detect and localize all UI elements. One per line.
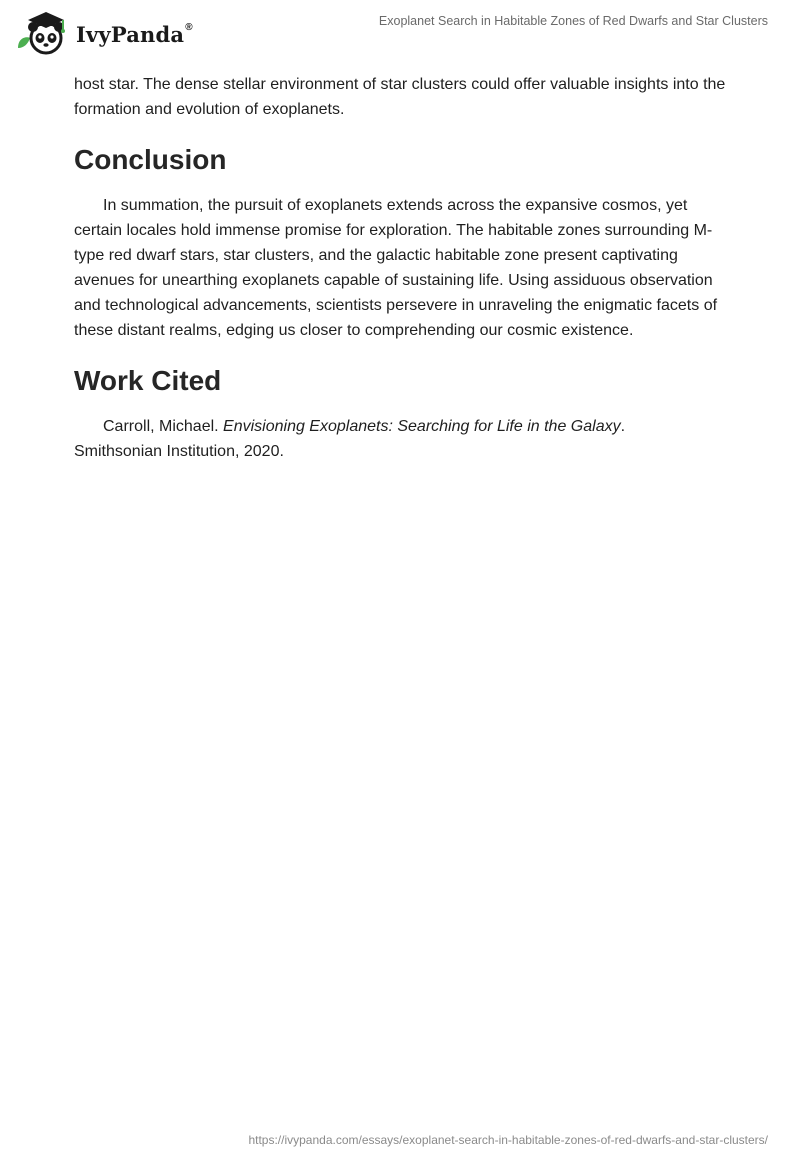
citation-author: Carroll, Michael.	[103, 418, 224, 435]
works-cited-heading: Work Cited	[74, 365, 222, 396]
registered-mark: ®	[185, 21, 193, 33]
ivypanda-logo[interactable]	[16, 8, 193, 56]
conclusion-paragraph: In summation, the pursuit of exoplanets extends across the expansive cosmos, yet certain locales hold immense promise for exploration. The habitable zones surrounding M-type red dwarf stars, star clusters, and the galactic habitable zone present captivating avenues for unearthing exoplanets capable of sustaining life. Using assiduous observation and technological advancements, scientists persevere in unraveling the enigmatic facets of these distant realms, edging us closer to comprehending our cosmic existence.	[74, 197, 718, 339]
document-title: Exoplanet Search in Habitable Zones of Red Dwarfs and Star Clusters	[378, 14, 768, 28]
panda-graduation-cap-icon	[16, 8, 74, 56]
conclusion-heading: Conclusion	[74, 144, 227, 175]
citation-entry	[74, 414, 730, 464]
citation-publisher: Smithsonian Institution, 2020.	[74, 443, 284, 460]
citation-title: Envisioning Exoplanets: Searching for Life in the Galaxy	[223, 418, 621, 435]
essay-content	[74, 72, 730, 464]
page-header	[0, 0, 800, 70]
source-url[interactable]: https://ivypanda.com/essays/exoplanet-search-in-habitable-zones-of-red-dwarfs-and-star-clusters/	[248, 1133, 768, 1147]
brand-name: IvyPanda®	[76, 21, 193, 47]
intro-paragraph: host star. The dense stellar environment of star clusters could offer valuable insights into the formation and evolution of exoplanets.	[74, 76, 726, 118]
citation-title-period: .	[620, 418, 626, 435]
